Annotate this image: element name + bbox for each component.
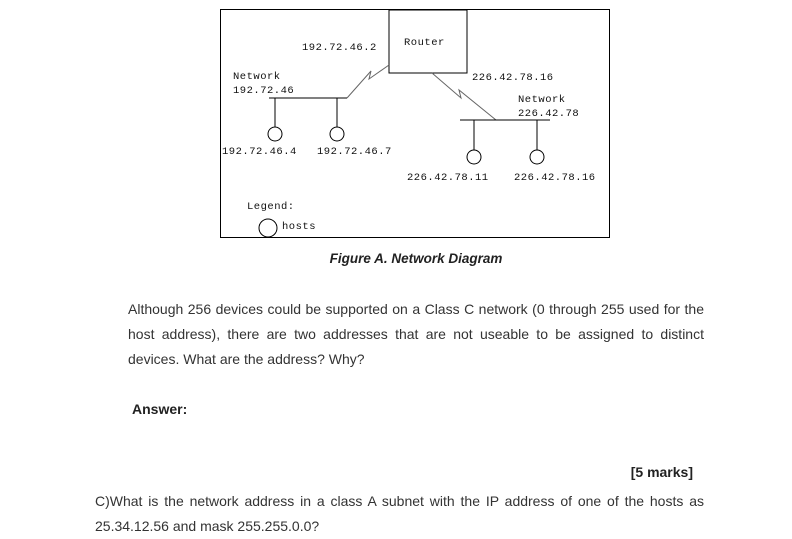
host-right-1-ip: 226.42.78.11 (407, 172, 489, 184)
host-icon (330, 127, 344, 141)
network-left-title: Network (233, 71, 281, 83)
host-left-2-ip: 192.72.46.7 (317, 146, 392, 158)
network-diagram (220, 9, 610, 238)
legend-host-icon (259, 219, 277, 237)
host-right-2-ip: 226.42.78.16 (514, 172, 596, 184)
network-right-title: Network (518, 94, 566, 106)
router-ip-left: 192.72.46.2 (302, 42, 377, 54)
legend-hosts-label: hosts (282, 221, 317, 233)
host-icon (530, 150, 544, 164)
host-left-1-ip: 192.72.46.4 (222, 146, 297, 158)
router-label: Router (404, 37, 445, 49)
host-icon (467, 150, 481, 164)
question-b-text: Although 256 devices could be supported on a Class C network (0 through 255 used for the host address), there are two addresses that are not useable to be assigned to distinct devices. What are the address? Why? (128, 301, 704, 367)
figure-caption: Figure A. Network Diagram (329, 251, 503, 266)
host-icon (268, 127, 282, 141)
router-ip-right: 226.42.78.16 (472, 72, 554, 84)
marks-label: [5 marks] (630, 464, 693, 480)
legend-title: Legend: (247, 201, 295, 213)
network-right-address: 226.42.78 (518, 108, 580, 120)
network-left-address: 192.72.46 (233, 85, 295, 97)
question-c-text: C)What is the network address in a class A subnet with the IP address of one of the hosts as 25.34.12.56 and mask 255.255.0.0? (95, 493, 704, 534)
left-link (347, 65, 389, 98)
answer-label: Answer: (132, 401, 188, 417)
